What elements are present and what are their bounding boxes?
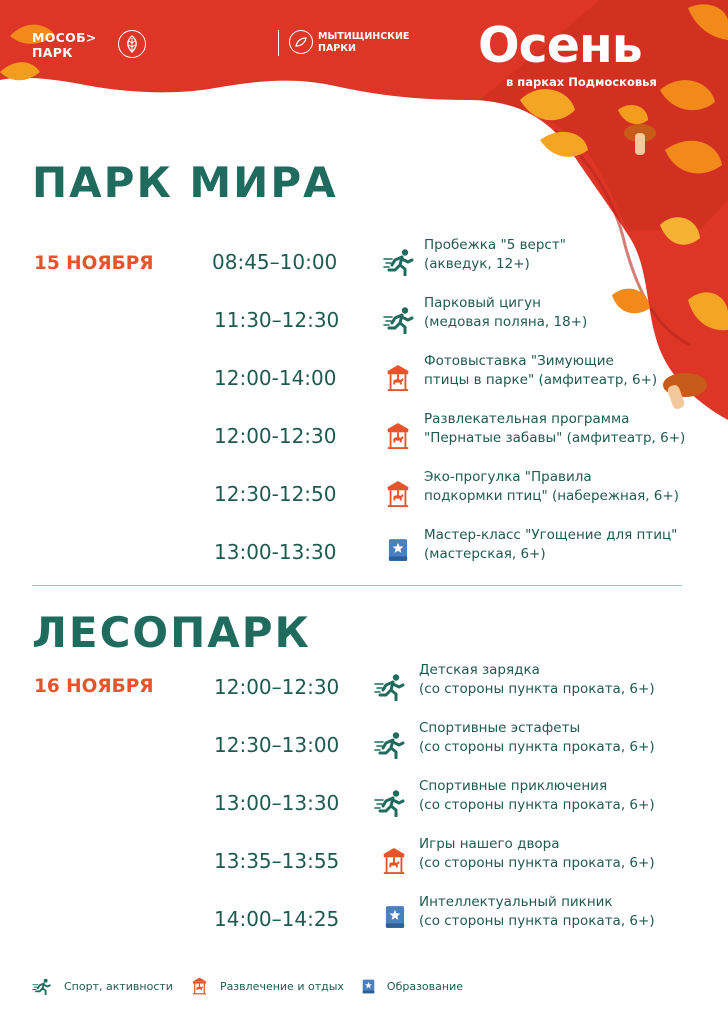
event-time: 14:00–14:25: [214, 907, 340, 931]
section-date-park-mira: 15 НОЯБРЯ: [34, 253, 154, 274]
event-location: (акведук, 12+): [424, 256, 530, 272]
event-time: 12:00-12:30: [214, 424, 337, 448]
event-title: Детская зарядка: [419, 662, 540, 678]
event-row: [0, 777, 728, 833]
sport-icon: [374, 673, 406, 701]
event-description: [419, 719, 719, 757]
book-icon: [385, 905, 417, 933]
carousel-icon: [381, 847, 413, 875]
event-description: [424, 526, 724, 564]
event-title: Эко-прогулка "Правила: [424, 469, 592, 485]
section-title-lesopark: ЛЕСОПАРК: [32, 608, 311, 657]
event-location: (медовая поляна, 18+): [424, 314, 588, 330]
event-description: [424, 468, 724, 506]
section-divider: [32, 585, 682, 586]
mytishchi-parks-logo-icon: [289, 30, 313, 54]
book-icon: [388, 538, 420, 566]
event-title: Парковый цигун: [424, 295, 541, 311]
event-row: [0, 410, 728, 466]
event-location: "Пернатые забавы" (амфитеатр, 6+): [424, 430, 686, 446]
event-location: птицы в парке" (амфитеатр, 6+): [424, 372, 658, 388]
event-row: [0, 893, 728, 949]
legend-item-sport: [32, 978, 173, 995]
event-description: [419, 835, 719, 873]
carousel-icon: [191, 977, 214, 995]
event-row: [0, 468, 728, 524]
section-title-park-mira: ПАРК МИРА: [32, 158, 338, 207]
mosoblpark-logo-line1: МОСОБ>: [32, 30, 97, 45]
sport-icon: [374, 789, 406, 817]
event-time: 12:00–12:30: [214, 675, 340, 699]
header-logos: [0, 0, 728, 100]
event-row: [0, 719, 728, 775]
brand-subtitle: в парках Подмосковья: [506, 75, 657, 89]
book-icon: [362, 979, 381, 994]
carousel-icon: [385, 364, 417, 392]
event-row: [0, 294, 728, 350]
event-title: Интеллектуальный пикник: [419, 894, 613, 910]
event-title: Игры нашего двора: [419, 836, 560, 852]
carousel-icon: [385, 422, 417, 450]
event-row: [0, 835, 728, 891]
event-description: [424, 294, 724, 332]
event-row: [0, 352, 728, 408]
mosoblpark-logo-line2: ПАРК: [32, 45, 73, 60]
event-title: Спортивные эстафеты: [419, 720, 581, 736]
event-location: (со стороны пункта проката, 6+): [419, 797, 655, 813]
event-title: Фотовыставка "Зимующие: [424, 353, 614, 369]
legend-label-sport: Спорт, активности: [64, 979, 173, 993]
event-location: (со стороны пункта проката, 6+): [419, 913, 655, 929]
section-date-lesopark: 16 НОЯБРЯ: [34, 676, 154, 697]
event-time: 12:30-12:50: [214, 482, 337, 506]
event-time: 13:35–13:55: [214, 849, 340, 873]
event-time: 12:00-14:00: [214, 366, 337, 390]
event-row: [0, 661, 728, 717]
event-title: Спортивные приключения: [419, 778, 608, 794]
logo-divider: [278, 30, 279, 56]
sport-icon: [383, 248, 415, 276]
legend-item-leisure: [191, 977, 344, 995]
event-description: [424, 352, 724, 390]
event-location: (со стороны пункта проката, 6+): [419, 739, 655, 755]
event-title: Мастер-класс "Угощение для птиц": [424, 527, 678, 543]
mytishchi-logo-line2: ПАРКИ: [318, 43, 356, 54]
event-row: [0, 526, 728, 582]
event-location: (мастерская, 6+): [424, 546, 546, 562]
brand-title: Осень: [478, 17, 642, 74]
event-location: подкормки птиц" (набережная, 6+): [424, 488, 679, 504]
event-time: 11:30–12:30: [214, 308, 340, 332]
event-title: Пробежка "5 верст": [424, 237, 566, 253]
event-location: (со стороны пункта проката, 6+): [419, 681, 655, 697]
event-time: 08:45–10:00: [212, 250, 338, 274]
mytishchi-logo-line1: МЫТИЩИНСКИЕ: [318, 31, 410, 42]
sport-icon: [374, 731, 406, 759]
legend-label-leisure: Развлечение и отдых: [219, 979, 344, 993]
legend-label-education: Образование: [386, 979, 463, 993]
event-row: [0, 236, 728, 292]
event-title: Развлекательная программа: [424, 411, 630, 427]
leaf-logo-icon: [118, 30, 146, 58]
event-description: [424, 410, 724, 448]
legend: [32, 976, 481, 996]
event-time: 13:00–13:30: [214, 791, 340, 815]
event-description: [424, 236, 724, 274]
event-description: [419, 893, 719, 931]
sport-icon: [383, 306, 415, 334]
legend-item-education: [362, 979, 463, 994]
mosoblpark-logo: [32, 30, 97, 60]
event-description: [419, 777, 719, 815]
carousel-icon: [385, 480, 417, 508]
event-time: 13:00-13:30: [214, 540, 337, 564]
mytishchi-parks-logo: [318, 31, 409, 55]
event-time: 12:30–13:00: [214, 733, 340, 757]
event-location: (со стороны пункта проката, 6+): [419, 855, 655, 871]
sport-icon: [32, 978, 58, 995]
event-description: [419, 661, 719, 699]
